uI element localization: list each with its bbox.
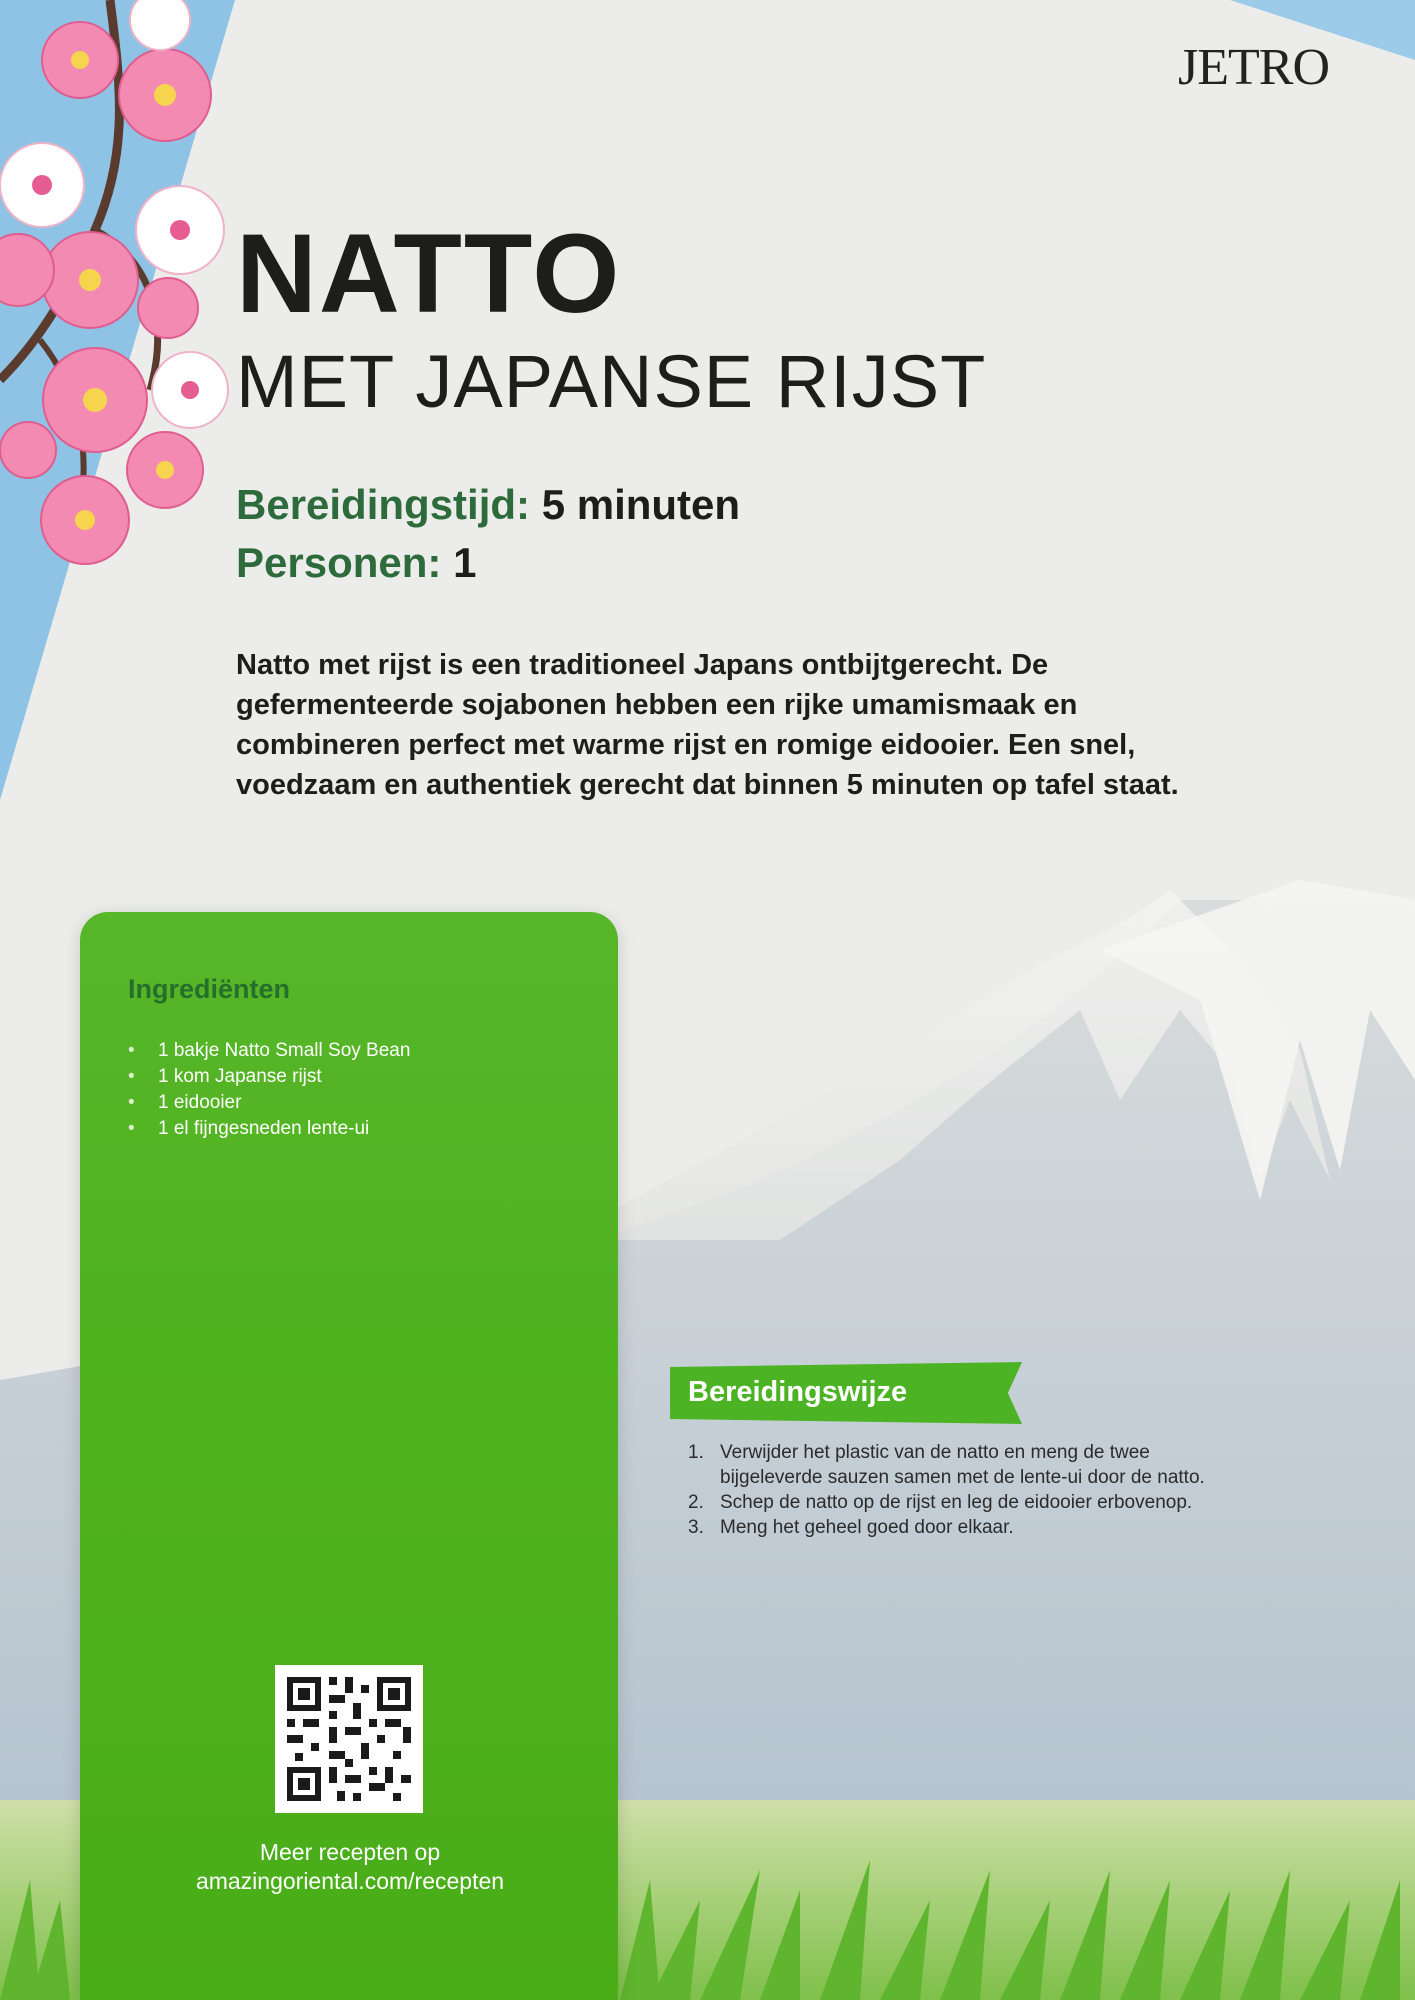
preparation-title: Bereidingswijze <box>688 1376 908 1408</box>
recipe-subtitle: MET JAPANSE RIJST <box>236 340 987 423</box>
step-line: Schep de natto op de rijst en leg de eidooier erbovenop. <box>720 1492 1193 1513</box>
servings <box>236 539 477 586</box>
intro-line: Natto met rijst is een traditioneel Japans ontbijtgerecht. De <box>236 649 1049 681</box>
prep-time-value: 5 minuten <box>541 481 741 528</box>
intro-line: voedzaam en authentiek gerecht dat binnen 5 minuten op tafel staat. <box>236 769 1179 801</box>
prep-time <box>236 481 741 528</box>
list-item <box>688 1440 1328 1490</box>
list-item: • 1 el fijngesneden lente-ui <box>128 1116 410 1142</box>
more-recipes-link[interactable]: amazingoriental.com/recepten <box>195 1868 505 1894</box>
intro-line: combineren perfect met warme rijst en romige eidooier. Een snel, <box>236 729 1136 761</box>
prep-time-label: Bereidingstijd: <box>236 481 531 528</box>
list-item: • 1 bakje Natto Small Soy Bean <box>128 1038 410 1064</box>
list-item: • 1 eidooier <box>128 1090 410 1116</box>
qr-code[interactable] <box>275 1665 423 1813</box>
qr-code-icon <box>275 1665 423 1813</box>
more-recipes-line: Meer recepten op <box>259 1839 441 1865</box>
ingredients-title: Ingrediënten <box>128 974 291 1004</box>
preparation-steps <box>688 1440 1328 1540</box>
step-number: 2. <box>688 1492 704 1513</box>
recipe-title: NATTO <box>236 211 622 336</box>
step-number: 3. <box>688 1517 704 1538</box>
list-item <box>688 1490 1328 1515</box>
step-number: 1. <box>688 1442 704 1463</box>
list-item <box>688 1515 1328 1540</box>
list-item: • 1 kom Japanse rijst <box>128 1064 410 1090</box>
ingredients-list <box>128 1038 410 1142</box>
servings-label: Personen: <box>236 539 442 586</box>
jetro-logo: JETRO <box>1178 39 1329 96</box>
recipe-intro <box>236 645 1386 805</box>
servings-value: 1 <box>453 539 477 586</box>
more-recipes-text <box>120 1838 580 1896</box>
step-line: Verwijder het plastic van de natto en meng de twee <box>720 1442 1150 1463</box>
step-line: Meng het geheel goed door elkaar. <box>720 1517 1014 1538</box>
intro-line: gefermenteerde sojabonen hebben een rijke umamismaak en <box>236 689 1078 721</box>
step-line: bijgeleverde sauzen samen met de lente-ui door de natto. <box>720 1467 1205 1488</box>
